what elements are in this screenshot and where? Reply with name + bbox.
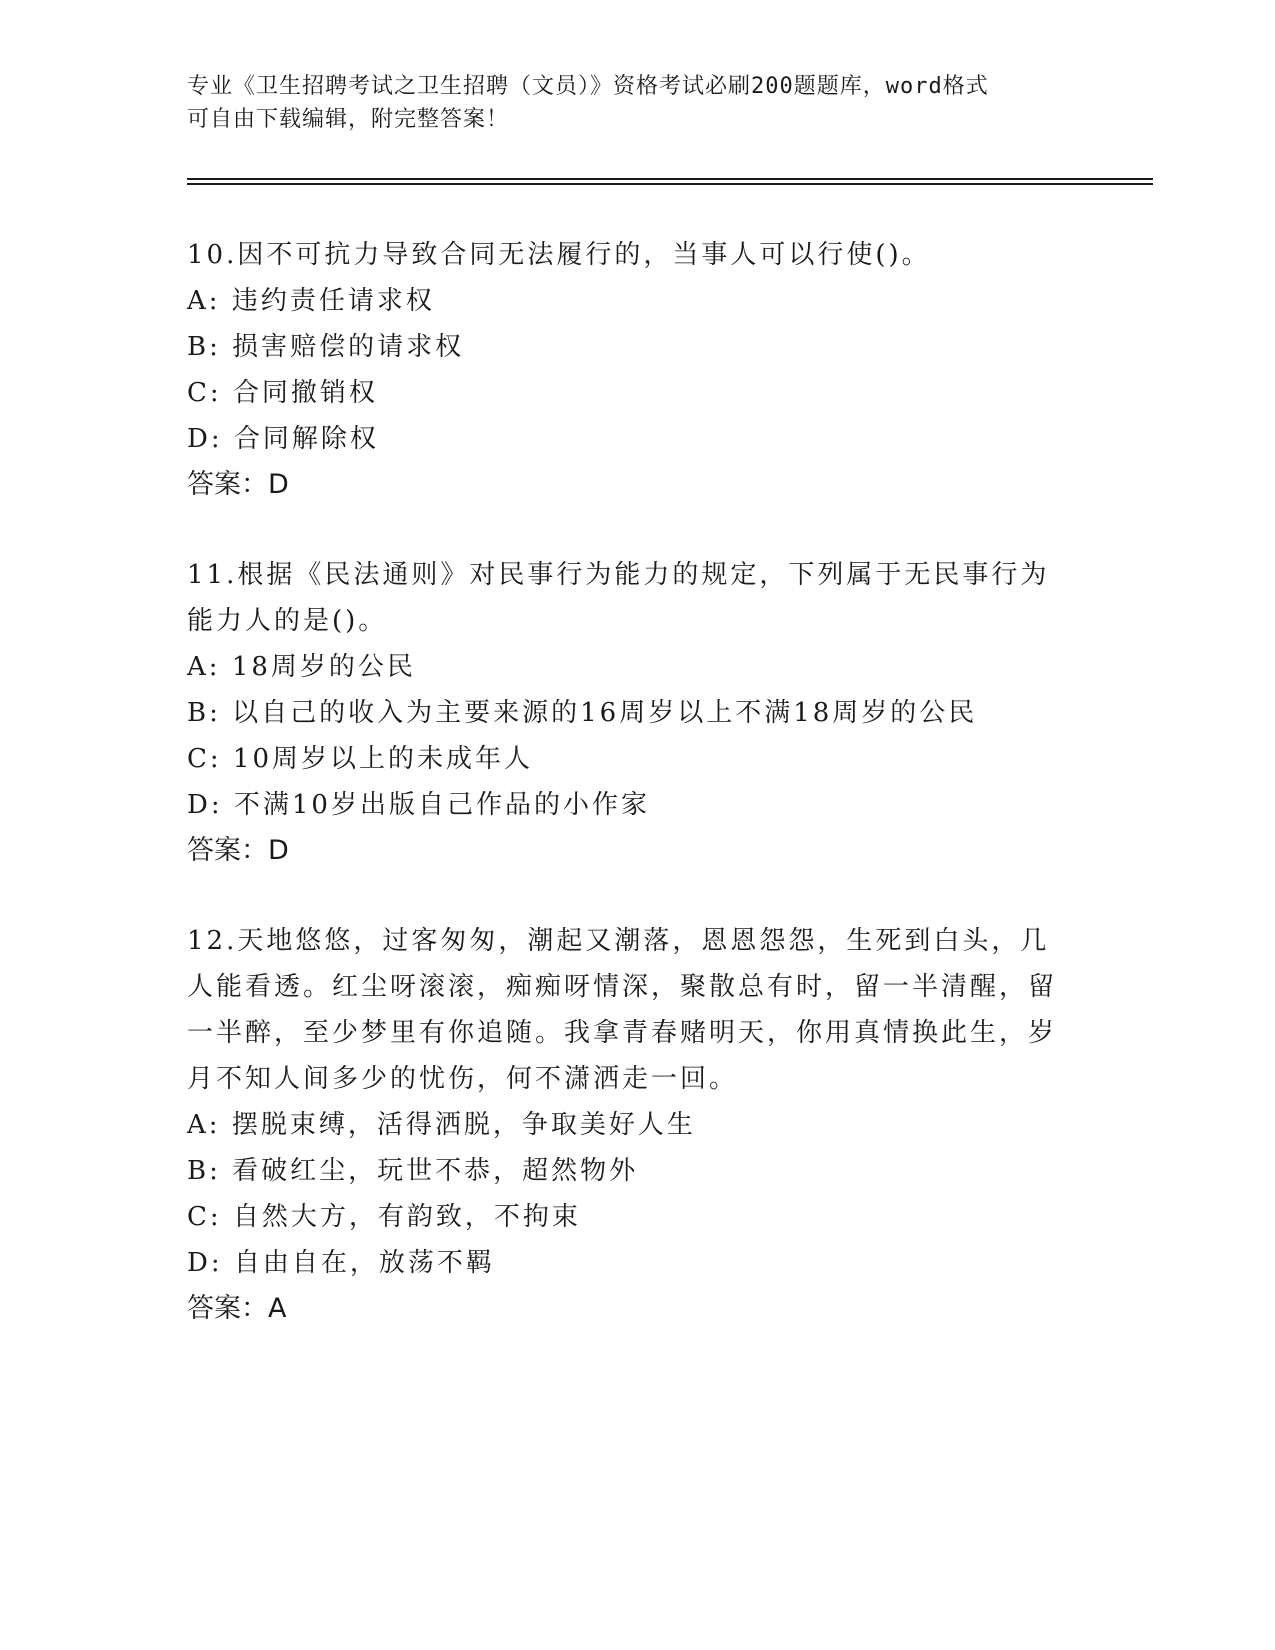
option-text: 违约责任请求权 (231, 286, 435, 316)
question-stem: 10.因不可抗力导致合同无法履行的，当事人可以行使()。 (187, 240, 931, 270)
option-text: 自由自在，放荡不羁 (233, 1248, 495, 1278)
option-letter: D: (187, 1248, 223, 1278)
header-line-1: 专业《卫生招聘考试之卫生招聘（文员）》资格考试必刷200题题库，word格式 (187, 74, 989, 99)
option-d (187, 782, 1067, 828)
option-letter: C: (187, 744, 222, 774)
option-text: 不满10岁出版自己作品的小作家 (233, 790, 650, 820)
option-d (187, 416, 1067, 462)
question-10 (187, 232, 1067, 508)
option-text: 损害赔偿的请求权 (232, 332, 465, 362)
option-text: 以自己的收入为主要来源的16周岁以上不满18周岁的公民 (232, 698, 978, 728)
option-letter: C: (187, 378, 222, 408)
option-c (187, 736, 1067, 782)
option-letter: B: (187, 1156, 221, 1186)
option-letter: A: (187, 286, 221, 316)
option-b (187, 1148, 1067, 1194)
answer-label: 答案：D (187, 835, 289, 866)
option-letter: D: (187, 790, 223, 820)
option-a (187, 278, 1067, 324)
option-text: 自然大方，有韵致，不拘束 (232, 1202, 581, 1232)
option-letter: D: (187, 424, 223, 454)
option-text: 合同撤销权 (232, 378, 378, 408)
question-12 (187, 918, 1067, 1332)
document-header (187, 70, 1067, 136)
option-c (187, 370, 1067, 416)
answer-label: 答案：A (187, 1293, 287, 1324)
question-list (187, 232, 1067, 1376)
question-stem: 11.根据《民法通则》对民事行为能力的规定，下列属于无民事行为能力人的是()。 (187, 560, 1050, 636)
option-text: 看破红尘，玩世不恭，超然物外 (232, 1156, 639, 1186)
option-letter: A: (187, 1110, 221, 1140)
option-letter: A: (187, 652, 221, 682)
question-11 (187, 552, 1067, 874)
option-b (187, 324, 1067, 370)
option-text: 摆脱束缚，活得洒脱，争取美好人生 (231, 1110, 696, 1140)
answer-label: 答案：D (187, 469, 289, 500)
option-d (187, 1240, 1067, 1286)
option-c (187, 1194, 1067, 1240)
option-letter: B: (187, 332, 221, 362)
option-b (187, 690, 1067, 736)
question-stem: 12.天地悠悠，过客匆匆，潮起又潮落，恩恩怨怨，生死到白头，几人能看透。红尘呀滚滚，痴痴呀情深，聚散总有时，留一半清醒，留一半醉，至少梦里有你追随。我拿青春赌明天，你用真情换此生，岁月不知人间多少的忧伤，何不潇洒走一回。 (187, 926, 1058, 1094)
option-letter: B: (187, 698, 221, 728)
option-letter: C: (187, 1202, 222, 1232)
option-a (187, 644, 1067, 690)
header-divider-bottom (187, 183, 1153, 185)
option-text: 18周岁的公民 (231, 652, 416, 682)
option-text: 10周岁以上的未成年人 (232, 744, 534, 774)
header-divider-top (187, 178, 1153, 180)
option-text: 合同解除权 (233, 424, 379, 454)
option-a (187, 1102, 1067, 1148)
header-line-2: 可自由下载编辑，附完整答案！ (187, 107, 510, 132)
